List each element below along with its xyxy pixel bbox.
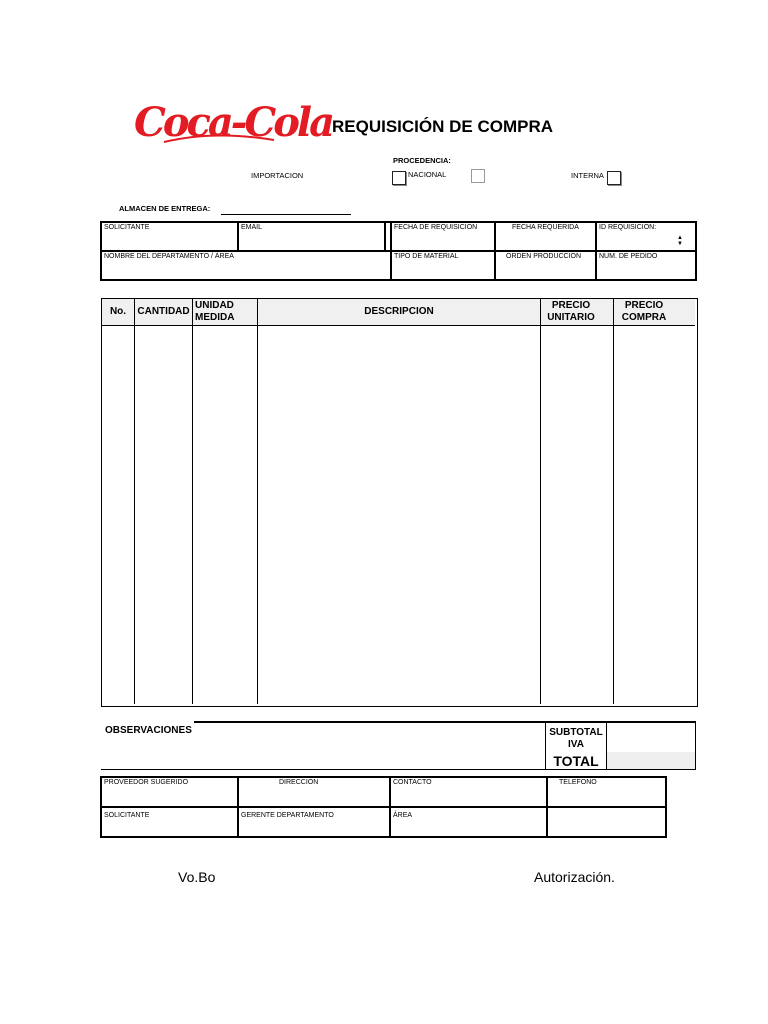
spinner-up-icon[interactable]: ▲: [677, 235, 683, 241]
col-header-unidad-medida: UNIDAD MEDIDA: [195, 300, 235, 323]
spinner-down-icon[interactable]: ▼: [677, 241, 683, 247]
vobo-signature-label: Vo.Bo: [178, 869, 216, 885]
telefono-label: TELEFONO: [559, 779, 597, 786]
solicitante-bottom-label: SOLICITANTE: [104, 812, 150, 819]
divider: [389, 777, 391, 837]
id-requisicion-label: ID REQUISICION:: [599, 224, 657, 231]
departamento-label: NOMBRE DEL DEPARTAMENTO / ÁREA: [104, 253, 234, 260]
col-header-precio-unitario: PRECIO UNITARIO: [547, 300, 595, 323]
col-header-precio-compra: PRECIO COMPRA: [621, 300, 667, 323]
column-divider: [613, 299, 614, 704]
col-header-descripcion: DESCRIPCION: [364, 306, 434, 317]
divider: [695, 722, 696, 770]
col-header-no: No.: [109, 306, 127, 317]
almacen-input-line[interactable]: [221, 214, 351, 215]
divider: [101, 806, 666, 808]
procedencia-label: PROCEDENCIA:: [393, 156, 451, 165]
divider: [494, 222, 496, 280]
almacen-label: ALMACEN DE ENTREGA:: [119, 204, 211, 213]
num-pedido-label: NUM. DE PEDIDO: [599, 253, 658, 260]
divider: [595, 222, 597, 280]
proveedor-label: PROVEEDOR SUGERIDO: [104, 779, 189, 786]
id-requisicion-spinner[interactable]: [675, 235, 685, 247]
tipo-material-label: TIPO DE MATERIAL: [394, 253, 459, 260]
solicitante-label: SOLICITANTE: [104, 224, 150, 231]
divider: [390, 222, 392, 280]
svg-text:Coca-Cola: Coca-Cola: [134, 99, 333, 146]
divider: [546, 777, 548, 837]
column-divider: [192, 299, 193, 704]
option-importacion-label: IMPORTACION: [251, 171, 304, 180]
total-value-cell[interactable]: [607, 752, 695, 769]
column-divider: [540, 299, 541, 704]
importacion-checkbox[interactable]: [392, 171, 406, 185]
orden-produccion-label: ORDEN PRODUCCION: [506, 253, 582, 260]
area-label: ÁREA: [393, 812, 413, 819]
fecha-requisicion-label: FECHA DE REQUISICION: [394, 224, 478, 231]
contacto-label: CONTACTO: [393, 779, 432, 786]
option-nacional-label: NACIONAL: [408, 170, 447, 179]
observaciones-label: OBSERVACIONES: [105, 725, 192, 736]
divider: [384, 222, 386, 250]
interna-checkbox[interactable]: [607, 171, 621, 185]
divider: [237, 222, 239, 250]
fecha-requerida-label: FECHA REQUERIDA: [512, 224, 579, 231]
divider: [237, 777, 239, 837]
direccion-label: DIRECCION: [279, 779, 319, 786]
nacional-checkbox[interactable]: [471, 169, 485, 183]
col-header-cantidad: CANTIDAD: [137, 306, 190, 317]
coca-cola-logo: [134, 94, 333, 150]
column-divider: [257, 299, 258, 704]
page-title: REQUISICIÓN DE COMPRA: [332, 117, 554, 136]
autorizacion-signature-label: Autorización.: [534, 869, 615, 885]
gerente-label: GERENTE DEPARTAMENTO: [241, 812, 334, 819]
subtotal-label: SUBTOTAL: [549, 727, 603, 738]
email-label: EMAIL: [241, 224, 263, 231]
coca-cola-logo-image: [134, 94, 333, 150]
header-fields-divider: [101, 250, 696, 252]
total-label: TOTAL: [553, 753, 599, 769]
option-interna-label: INTERNA: [571, 171, 604, 180]
column-divider: [134, 299, 135, 704]
iva-label: IVA: [568, 739, 584, 750]
items-table: [101, 298, 698, 707]
